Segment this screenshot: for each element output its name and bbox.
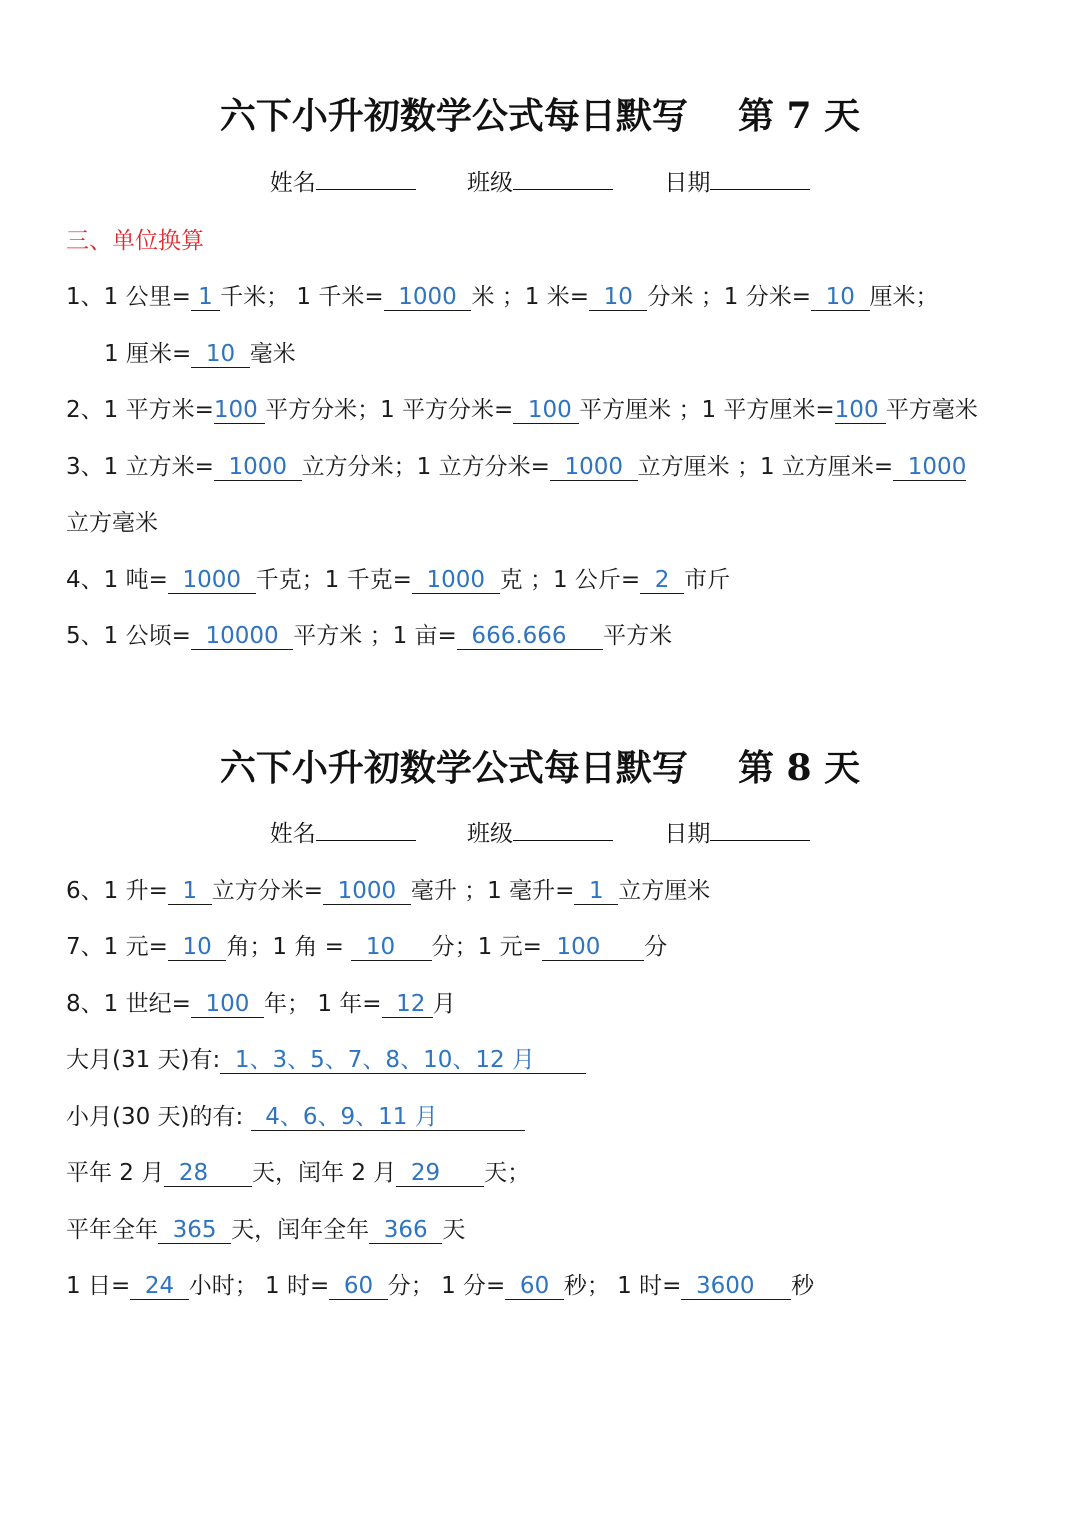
line-text: 1 厘米=: [104, 341, 192, 367]
answer-blank[interactable]: 1000: [383, 284, 472, 310]
answer-blank[interactable]: 12: [381, 991, 433, 1017]
conversion-line: [66, 278, 939, 311]
line-text: 月: [432, 991, 456, 1017]
line-text: 秒: [791, 1273, 815, 1299]
line-text: 立方厘米: [618, 878, 711, 904]
conversion-line: [66, 1098, 525, 1131]
name-blank[interactable]: [316, 167, 416, 190]
student-info-row-day7: [0, 164, 1080, 197]
conversion-line: [66, 928, 667, 961]
line-text: 分； 1 分=: [387, 1273, 506, 1299]
conversion-line: [66, 1211, 465, 1244]
line-text: 角；1 角 =: [226, 934, 352, 960]
class-blank[interactable]: [513, 818, 613, 841]
answer-blank[interactable]: 100: [834, 397, 886, 423]
line-text: 小月(30 天)的有:: [66, 1104, 251, 1130]
line-text: 7、1 元=: [66, 934, 168, 960]
answer-blank[interactable]: 29: [396, 1160, 485, 1186]
class-field[interactable]: [467, 815, 613, 848]
answer-blank[interactable]: 24: [130, 1273, 189, 1299]
line-text: 天，闰年全年: [231, 1217, 370, 1243]
line-text: 天，闰年 2 月: [252, 1160, 397, 1186]
name-blank[interactable]: [316, 818, 416, 841]
answer-blank[interactable]: 100: [213, 397, 266, 423]
name-label: 姓名: [269, 821, 316, 847]
line-text: 3、1 立方米=: [66, 454, 214, 480]
line-text: 天；: [484, 1160, 531, 1186]
conversion-line: [66, 504, 158, 537]
answer-blank[interactable]: 100: [190, 991, 265, 1017]
answer-blank[interactable]: 10: [811, 284, 870, 310]
conversion-line: [66, 617, 672, 650]
line-text: 小时； 1 时=: [188, 1273, 330, 1299]
line-text: 立方厘米 ；1 立方厘米=: [637, 454, 894, 480]
conversion-line: [104, 335, 296, 368]
date-label: 日期: [664, 821, 711, 847]
class-label: 班级: [467, 821, 513, 847]
answer-blank[interactable]: 1: [574, 878, 619, 904]
line-text: 克 ；1 公斤=: [499, 567, 641, 593]
line-text: 6、1 升=: [66, 878, 168, 904]
line-text: 分米 ；1 分米=: [647, 284, 812, 310]
section-heading-unit-conversion: 三、单位换算: [66, 228, 204, 254]
answer-blank[interactable]: 1000: [549, 454, 638, 480]
line-text: 平方分米；1 平方分米=: [265, 397, 514, 423]
line-text: 分；1 元=: [431, 934, 542, 960]
line-text: 平方米: [603, 623, 673, 649]
answer-blank[interactable]: 10: [588, 284, 648, 310]
answer-blank[interactable]: 10: [191, 341, 250, 367]
line-text: 千克；1 千克=: [255, 567, 412, 593]
line-text: 平方米 ；1 亩=: [293, 623, 457, 649]
line-text: 立方分米=: [211, 878, 324, 904]
line-text: 2、1 平方米=: [66, 397, 214, 423]
answer-blank[interactable]: 666.666: [456, 623, 604, 649]
line-text: 1、1 公里=: [66, 284, 191, 310]
name-field[interactable]: [270, 815, 416, 848]
answer-blank[interactable]: 10000: [190, 623, 294, 649]
answer-blank[interactable]: 1、3、5、7、8、10、12 月: [220, 1047, 587, 1073]
conversion-line: [66, 391, 978, 424]
line-text: 米 ；1 米=: [471, 284, 589, 310]
line-text: 大月(31 天)有:: [66, 1047, 221, 1073]
line-text: 平方厘米 ；1 平方厘米=: [579, 397, 835, 423]
date-field[interactable]: [664, 815, 810, 848]
line-text: 厘米；: [869, 284, 939, 310]
line-text: 平年 2 月: [66, 1160, 165, 1186]
answer-blank[interactable]: 365: [158, 1217, 232, 1243]
answer-blank[interactable]: 1000: [411, 567, 500, 593]
line-text: 市斤: [684, 567, 731, 593]
answer-blank[interactable]: 28: [164, 1160, 253, 1186]
name-field[interactable]: [270, 164, 416, 197]
date-blank[interactable]: [710, 167, 810, 190]
worksheet-title-day8: 六下小升初数学公式每日默写 第 8 天: [219, 747, 861, 789]
class-label: 班级: [467, 170, 513, 196]
line-text: 千米； 1 千米=: [220, 284, 384, 310]
answer-blank[interactable]: 10: [351, 934, 432, 960]
answer-blank[interactable]: 10: [167, 934, 227, 960]
answer-blank[interactable]: 2: [640, 567, 685, 593]
class-blank[interactable]: [513, 167, 613, 190]
line-text: 平方毫米: [885, 397, 978, 423]
conversion-line: [66, 561, 730, 594]
answer-blank[interactable]: 1000: [323, 878, 411, 904]
conversion-line: [66, 448, 966, 481]
class-field[interactable]: [467, 164, 613, 197]
answer-blank[interactable]: 4、6、9、11 月: [250, 1104, 526, 1130]
line-text: 毫米: [249, 341, 296, 367]
line-text: 4、1 吨=: [66, 567, 168, 593]
answer-blank[interactable]: 1: [190, 284, 221, 310]
student-info-row-day8: [0, 815, 1080, 848]
line-text: 毫升 ；1 毫升=: [410, 878, 575, 904]
date-label: 日期: [664, 170, 711, 196]
answer-blank[interactable]: 60: [329, 1273, 388, 1299]
conversion-line: [66, 872, 710, 905]
line-text: 天: [442, 1217, 466, 1243]
conversion-line: [66, 1041, 586, 1074]
answer-blank[interactable]: 60: [505, 1273, 564, 1299]
line-text: 5、1 公顷=: [66, 623, 191, 649]
worksheet-title-day7: 六下小升初数学公式每日默写 第 7 天: [219, 95, 861, 137]
conversion-line: [66, 985, 456, 1018]
answer-blank[interactable]: 366: [369, 1217, 443, 1243]
answer-blank[interactable]: 1: [167, 878, 212, 904]
answer-blank[interactable]: 1000: [213, 454, 302, 480]
conversion-line: [66, 1154, 530, 1187]
date-field[interactable]: [664, 164, 810, 197]
line-text: 8、1 世纪=: [66, 991, 191, 1017]
line-text: 1 日=: [66, 1273, 131, 1299]
answer-blank[interactable]: 100: [513, 397, 580, 423]
answer-blank[interactable]: 1000: [893, 454, 967, 480]
answer-blank[interactable]: 3600: [681, 1273, 792, 1299]
answer-blank[interactable]: 100: [541, 934, 645, 960]
conversion-line: [66, 1267, 814, 1300]
line-text: 分: [644, 934, 668, 960]
name-label: 姓名: [269, 170, 316, 196]
date-blank[interactable]: [710, 818, 810, 841]
line-text: 立方分米；1 立方分米=: [301, 454, 550, 480]
line-text: 立方毫米: [66, 510, 158, 536]
line-text: 秒； 1 时=: [563, 1273, 682, 1299]
line-text: 年； 1 年=: [264, 991, 382, 1017]
answer-blank[interactable]: 1000: [167, 567, 256, 593]
line-text: 平年全年: [66, 1217, 158, 1243]
